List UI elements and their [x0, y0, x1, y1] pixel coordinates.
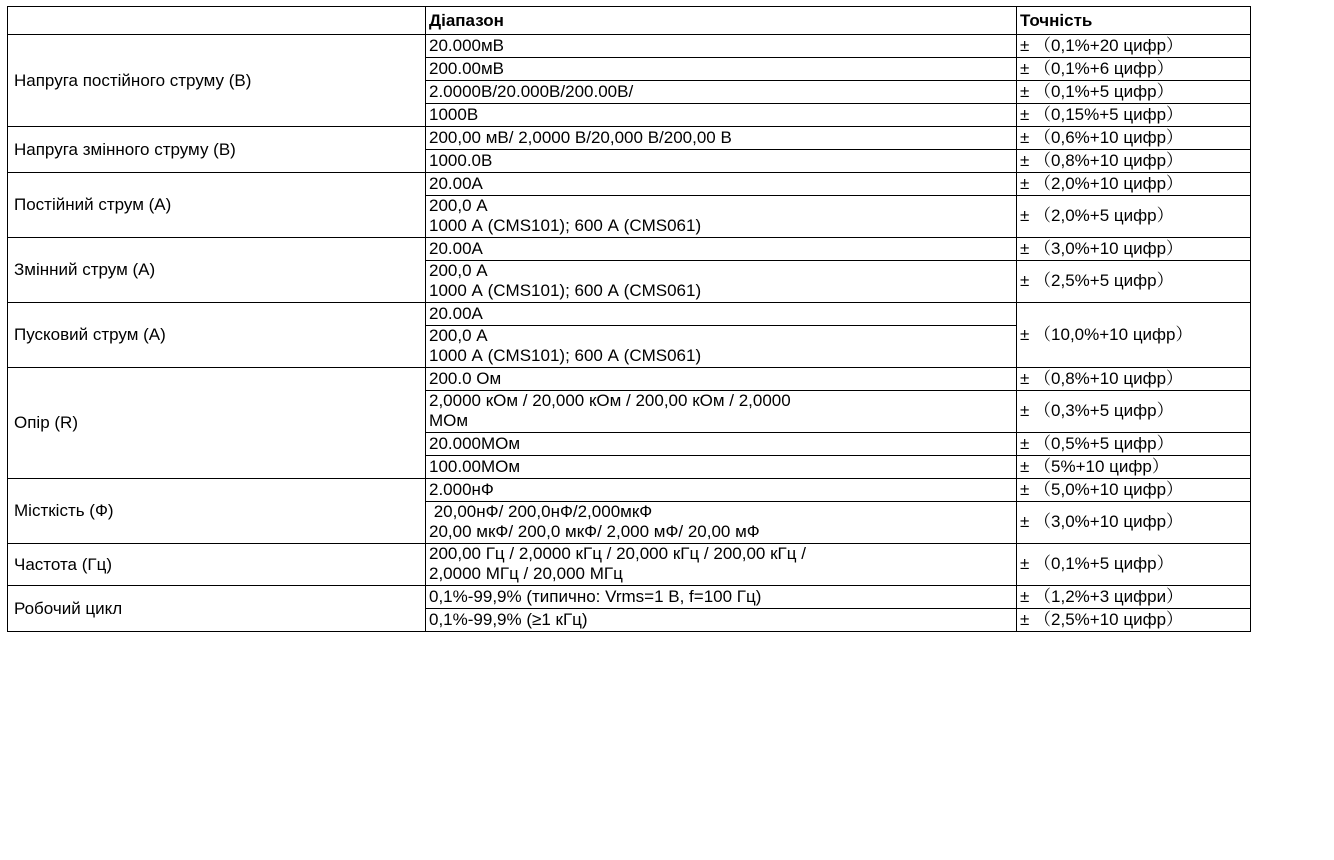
range-line: 1000.0В [429, 151, 493, 170]
range-line: 2,0000 кОм / 20,000 кОм / 200,00 кОм / 2,0000 [429, 391, 791, 410]
accuracy-cell: ± （2,5%+10 цифр） [1017, 609, 1251, 632]
range-cell [426, 326, 1017, 368]
header-category [8, 7, 426, 35]
table-row [8, 586, 1251, 609]
category-cell: Робочий цикл [8, 586, 426, 632]
accuracy-cell: ± （2,0%+10 цифр） [1017, 173, 1251, 196]
accuracy-cell: ± （0,1%+5 цифр） [1017, 81, 1251, 104]
header-range: Діапазон [426, 7, 1017, 35]
category-cell: Постійний струм (А) [8, 173, 426, 238]
accuracy-cell: ± （0,1%+6 цифр） [1017, 58, 1251, 81]
range-line: 20.000МОм [429, 434, 521, 453]
category-cell: Змінний струм (А) [8, 238, 426, 303]
range-line: 20.00А [429, 239, 483, 258]
range-line: 200,0 А [429, 326, 488, 345]
range-line: 1000 А (CMS101); 600 А (CMS061) [429, 216, 702, 235]
range-line: 20.00А [429, 304, 483, 323]
table-row [8, 368, 1251, 391]
category-cell: Місткість (Ф) [8, 479, 426, 544]
range-cell [426, 544, 1017, 586]
range-line: 20.000мВ [429, 36, 505, 55]
range-cell [426, 479, 1017, 502]
category-cell: Опір (R) [8, 368, 426, 479]
range-cell [426, 238, 1017, 261]
range-line: МОм [429, 411, 469, 430]
table-row [8, 479, 1251, 502]
range-cell [426, 609, 1017, 632]
accuracy-cell: ± （10,0%+10 цифр） [1017, 303, 1251, 368]
range-cell [426, 58, 1017, 81]
range-line: 0,1%-99,9% (типично: Vrms=1 В, f=100 Гц) [429, 587, 762, 606]
table-row [8, 238, 1251, 261]
accuracy-cell: ± （2,0%+5 цифр） [1017, 196, 1251, 238]
range-line: 100.00МОм [429, 457, 521, 476]
table-row [8, 544, 1251, 586]
range-cell [426, 127, 1017, 150]
header-accuracy: Точність [1017, 7, 1251, 35]
accuracy-cell: ± （5%+10 цифр） [1017, 456, 1251, 479]
range-line: 200,0 А [429, 196, 488, 215]
range-cell [426, 456, 1017, 479]
range-cell [426, 81, 1017, 104]
accuracy-cell: ± （0,6%+10 цифр） [1017, 127, 1251, 150]
range-line: 200,0 А [429, 261, 488, 280]
range-cell [426, 586, 1017, 609]
range-cell [426, 391, 1017, 433]
range-cell [426, 303, 1017, 326]
accuracy-cell: ± （0,8%+10 цифр） [1017, 368, 1251, 391]
range-line: 2.000нФ [429, 480, 494, 499]
range-line: 20.00А [429, 174, 483, 193]
range-line: 1000В [429, 105, 479, 124]
accuracy-cell: ± （0,5%+5 цифр） [1017, 433, 1251, 456]
category-cell: Частота (Гц) [8, 544, 426, 586]
range-cell [426, 433, 1017, 456]
category-cell: Напруга постійного струму (В) [8, 35, 426, 127]
accuracy-cell: ± （0,3%+5 цифр） [1017, 391, 1251, 433]
range-cell [426, 173, 1017, 196]
accuracy-cell: ± （0,8%+10 цифр） [1017, 150, 1251, 173]
range-cell [426, 35, 1017, 58]
range-cell [426, 502, 1017, 544]
accuracy-cell: ± （0,1%+5 цифр） [1017, 544, 1251, 586]
spec-body [8, 35, 1251, 632]
range-line: 1000 А (CMS101); 600 А (CMS061) [429, 346, 702, 365]
range-line: 1000 А (CMS101); 600 А (CMS061) [429, 281, 702, 300]
range-line: 200,00 Гц / 2,0000 кГц / 20,000 кГц / 200,00 кГц / [429, 544, 806, 563]
range-line: 2.0000В/20.000В/200.00В/ [429, 82, 634, 101]
range-cell [426, 150, 1017, 173]
range-cell [426, 261, 1017, 303]
range-line: 2,0000 МГц / 20,000 МГц [429, 564, 623, 583]
range-line: 20,00 мкФ/ 200,0 мкФ/ 2,000 мФ/ 20,00 мФ [429, 522, 760, 541]
accuracy-cell: ± （0,1%+20 цифр） [1017, 35, 1251, 58]
table-row [8, 35, 1251, 58]
accuracy-cell: ± （1,2%+3 цифри） [1017, 586, 1251, 609]
table-row [8, 303, 1251, 326]
range-line: 200.00мВ [429, 59, 505, 78]
range-cell [426, 104, 1017, 127]
accuracy-cell: ± （3,0%+10 цифр） [1017, 238, 1251, 261]
accuracy-cell: ± （5,0%+10 цифр） [1017, 479, 1251, 502]
spec-table [7, 6, 1251, 632]
accuracy-cell: ± （2,5%+5 цифр） [1017, 261, 1251, 303]
range-cell [426, 368, 1017, 391]
category-cell: Пусковий струм (А) [8, 303, 426, 368]
range-line: 0,1%-99,9% (≥1 кГц) [429, 610, 588, 629]
header-row [8, 7, 1251, 35]
table-row [8, 127, 1251, 150]
table-row [8, 173, 1251, 196]
accuracy-cell: ± （3,0%+10 цифр） [1017, 502, 1251, 544]
range-cell [426, 196, 1017, 238]
range-line: 200.0 Ом [429, 369, 502, 388]
category-cell: Напруга змінного струму (В) [8, 127, 426, 173]
accuracy-cell: ± （0,15%+5 цифр） [1017, 104, 1251, 127]
range-line: 200,00 мВ/ 2,0000 В/20,000 В/200,00 В [429, 128, 732, 147]
range-line: 20,00нФ/ 200,0нФ/2,000мкФ [429, 502, 653, 521]
